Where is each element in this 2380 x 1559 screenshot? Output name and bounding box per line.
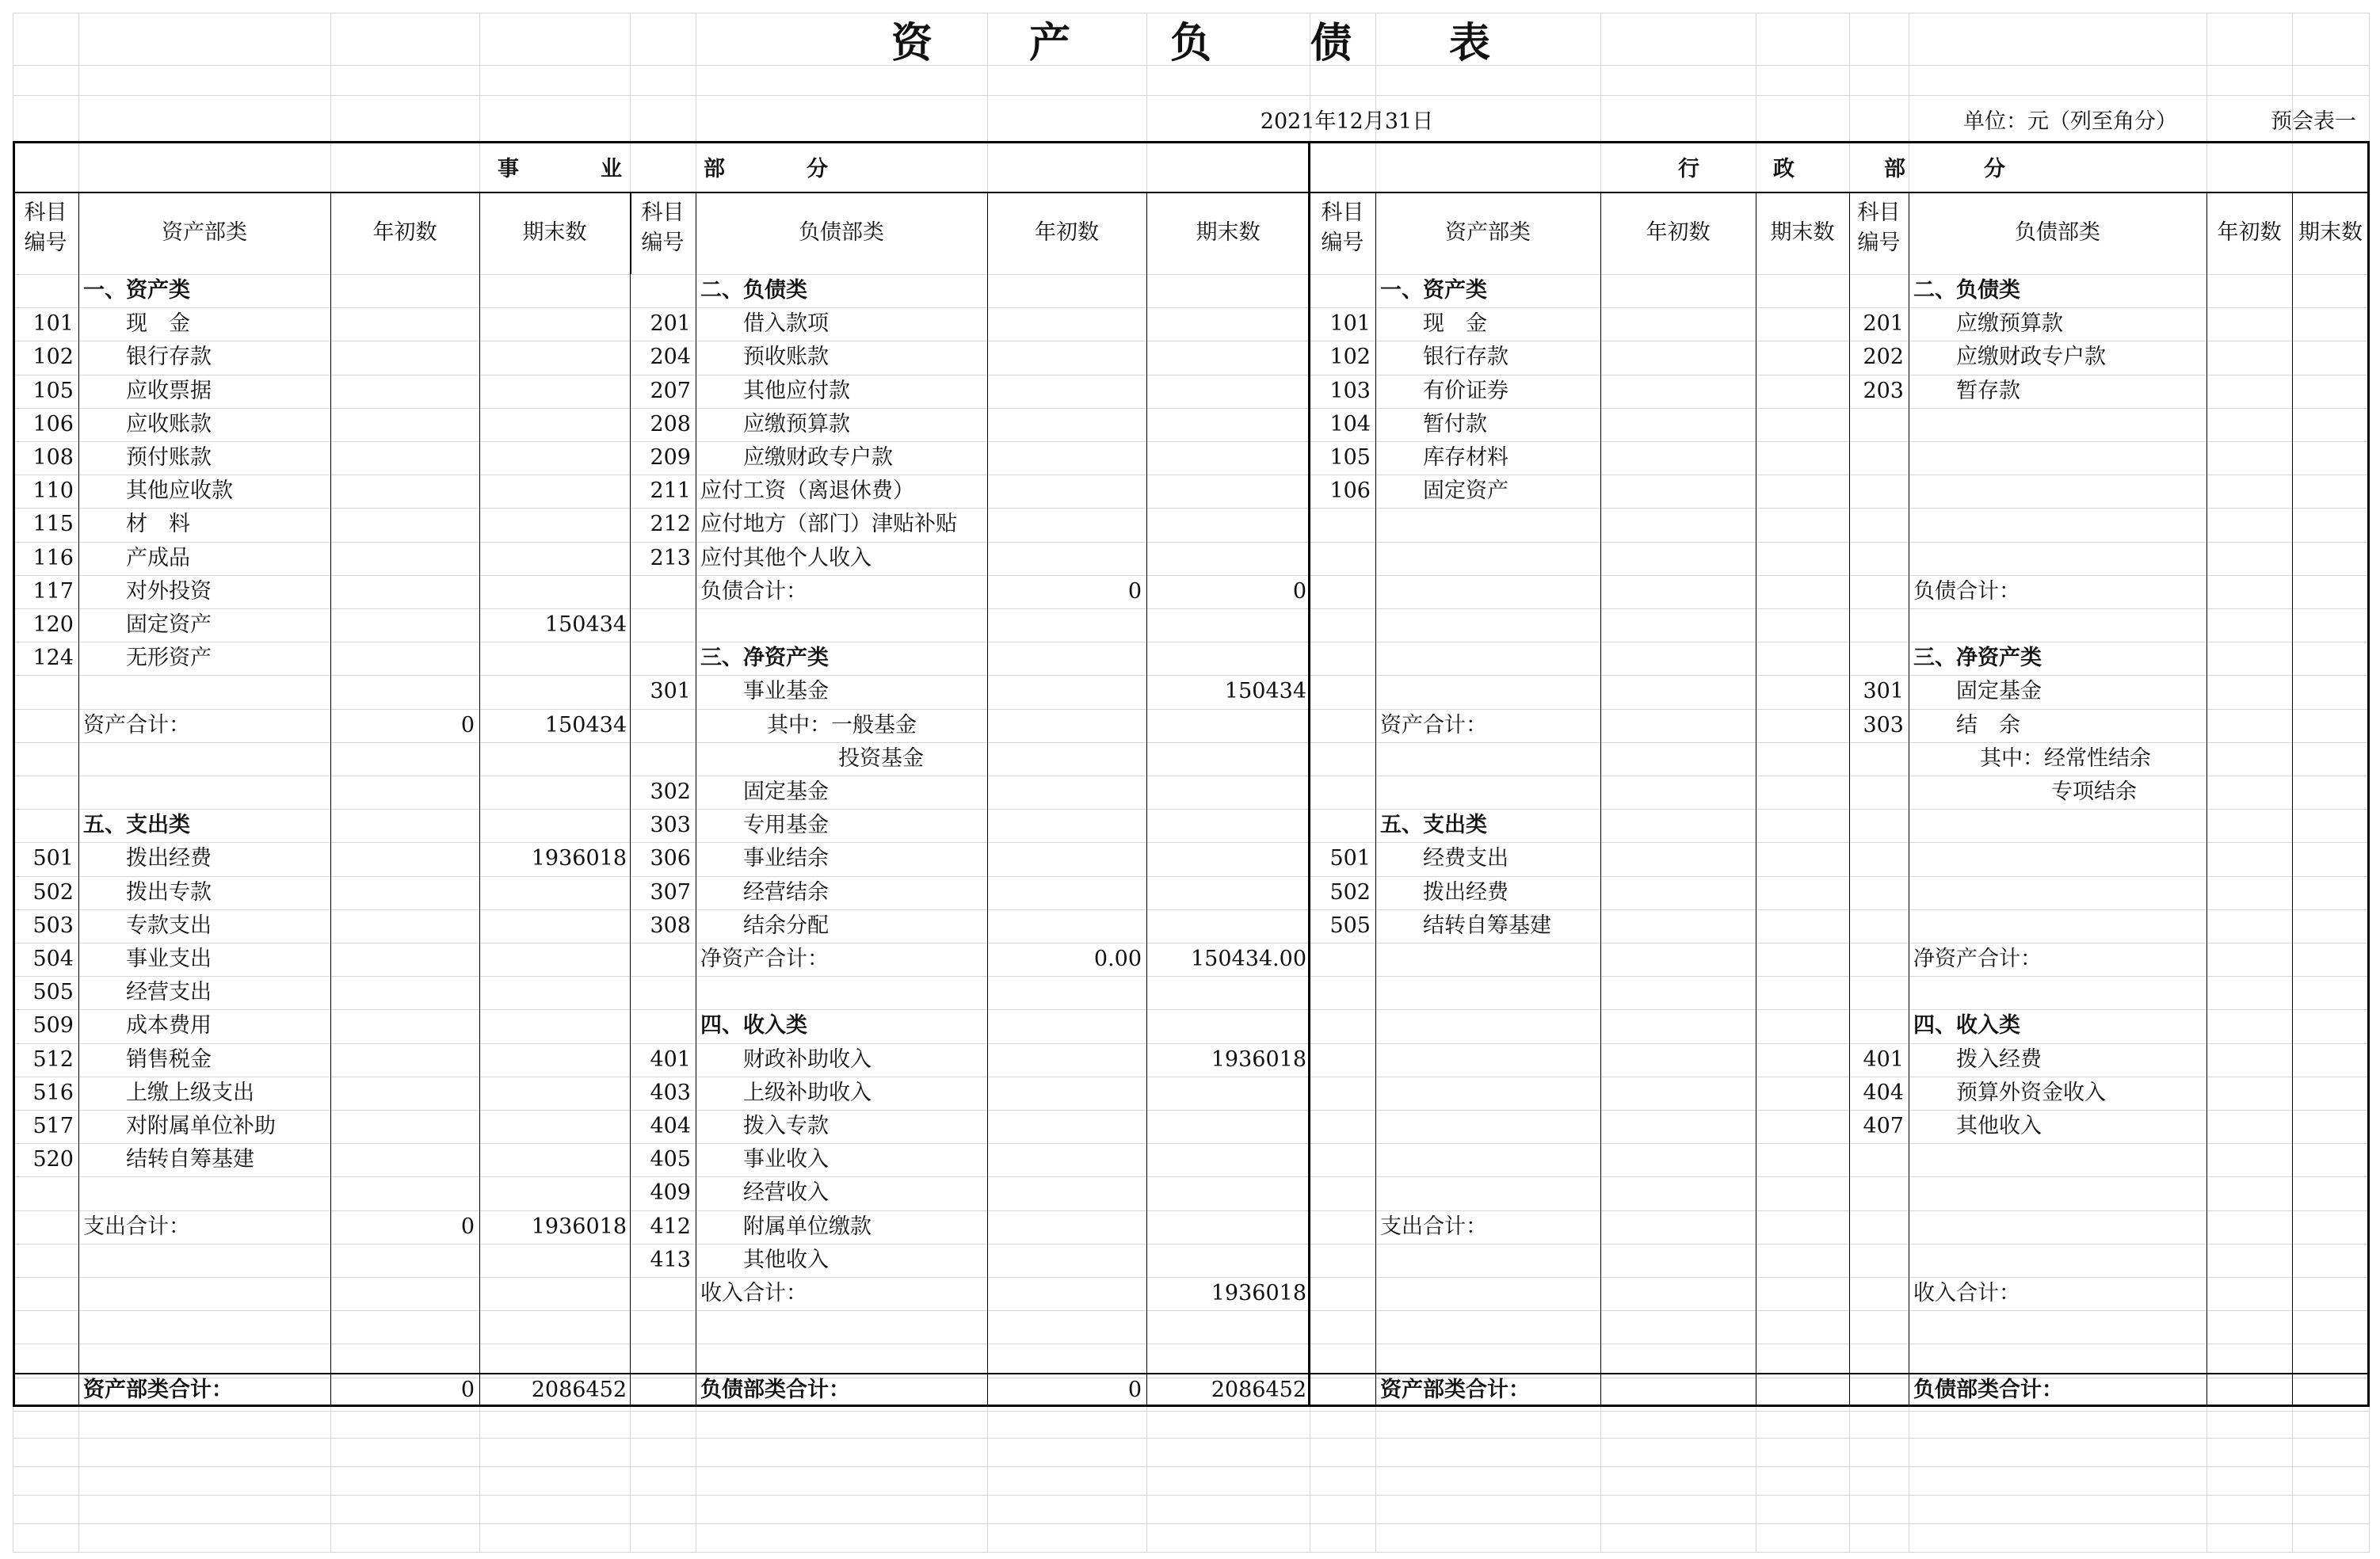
table-col-line (2206, 192, 2207, 1405)
code-header-line: 编号 (641, 231, 685, 255)
title-char: 产 (1029, 20, 1071, 67)
account-name: 拨入专款 (743, 1114, 829, 1138)
grid-row-line (13, 95, 2369, 96)
account-code: 504 (32, 947, 74, 971)
code-header-line: 科目 (641, 200, 685, 225)
begin-balance: 0.00 (1093, 947, 1142, 971)
grid-row-line (13, 1009, 2369, 1010)
end-balance-header: 期末数 (2298, 220, 2363, 245)
section-header-underline (13, 192, 2369, 193)
code-header-line: 科目 (24, 200, 67, 225)
account-name: 销售税金 (126, 1046, 212, 1072)
account-name: 事业支出 (126, 947, 212, 971)
table-col-line (2369, 192, 2370, 1405)
grid-row-line (13, 1552, 2369, 1553)
unit-label: 单位：元（列至角分） (1963, 109, 2177, 134)
asset-class-header: 资产部类 (1445, 220, 1531, 245)
account-code: 115 (32, 512, 74, 537)
total-row-line (13, 1373, 2369, 1374)
table-col-line (1600, 192, 1601, 1405)
code-column-header (1849, 198, 1909, 258)
account-name: 财政补助收入 (743, 1046, 872, 1072)
liab-class-header: 负债部类 (799, 220, 884, 245)
account-name: 支出合计： (1380, 1214, 1487, 1239)
account-name: 其中：经常性结余 (1980, 745, 2151, 771)
account-name: 事业结余 (743, 846, 829, 871)
account-name: 资产合计： (1380, 712, 1487, 738)
grid-row-line (13, 976, 2369, 977)
grid-row-line (13, 1438, 2369, 1439)
account-name: 结 余 (1956, 712, 2020, 738)
account-name: 二、负债类 (700, 278, 807, 303)
code-column-header (630, 198, 696, 258)
end-balance: 2086452 (1211, 1378, 1306, 1402)
account-code: 501 (32, 846, 74, 871)
account-code: 203 (1863, 378, 1904, 403)
account-name: 拨出经费 (126, 846, 212, 871)
grid-row-line (13, 709, 2369, 710)
end-balance: 1936018 (531, 1214, 627, 1239)
grid-row-line (13, 1043, 2369, 1044)
account-code: 202 (1863, 345, 1904, 370)
grid-row-line (13, 274, 2369, 275)
account-name: 负债合计： (700, 578, 807, 604)
account-code: 502 (1329, 879, 1371, 905)
account-name: 无形资产 (126, 646, 212, 671)
grid-row-line (13, 1143, 2369, 1144)
account-name: 预算外资金收入 (1956, 1080, 2106, 1105)
account-code: 403 (650, 1080, 691, 1105)
account-name: 对外投资 (126, 578, 212, 604)
begin-balance-header: 年初数 (372, 220, 437, 245)
grid-row-line (13, 542, 2369, 543)
begin-balance: 0 (1127, 1378, 1142, 1402)
account-code: 505 (1329, 913, 1371, 938)
account-name: 预付账款 (126, 445, 212, 470)
account-name: 其他应付款 (743, 378, 850, 403)
account-name: 净资产合计： (1913, 947, 2042, 971)
grid-row-line (13, 1310, 2369, 1311)
account-name: 二、负债类 (1913, 278, 2020, 303)
code-header-line: 科目 (1321, 200, 1364, 225)
account-name: 结转自筹基建 (126, 1147, 254, 1172)
table-border-bottom (13, 1405, 2370, 1407)
account-code: 110 (32, 478, 74, 504)
account-code: 405 (650, 1147, 691, 1172)
account-code: 201 (1863, 311, 1904, 337)
account-name: 事业收入 (743, 1147, 829, 1172)
account-name: 净资产合计： (700, 947, 829, 971)
account-name: 五、支出类 (83, 813, 190, 838)
end-balance: 150434 (1224, 679, 1306, 704)
account-name: 其中：一般基金 (767, 712, 917, 738)
account-code: 104 (1329, 411, 1371, 436)
begin-balance: 0 (460, 1214, 475, 1239)
account-code: 301 (650, 679, 691, 704)
account-code: 517 (32, 1114, 74, 1138)
account-code: 303 (650, 813, 691, 838)
title-char: 表 (1449, 20, 1491, 67)
section-admin-char: 行 (1678, 157, 1699, 181)
account-name: 资产合计： (83, 712, 190, 738)
account-code: 505 (32, 980, 74, 1005)
account-code: 103 (1329, 378, 1371, 403)
section-business-char: 分 (807, 157, 828, 181)
code-header-line: 编号 (24, 231, 67, 255)
account-code: 124 (32, 646, 74, 671)
grid-row-line (13, 876, 2369, 877)
account-code: 412 (650, 1214, 691, 1239)
account-name: 预收账款 (743, 345, 829, 370)
account-code: 211 (650, 478, 691, 504)
account-name: 三、净资产类 (700, 646, 829, 671)
account-name: 结转自筹基建 (1423, 913, 1551, 938)
begin-balance-header: 年初数 (1035, 220, 1099, 245)
grid-row-line (13, 842, 2369, 843)
begin-balance: 0 (460, 1378, 475, 1402)
account-code: 512 (32, 1046, 74, 1072)
account-name: 成本费用 (126, 1013, 212, 1039)
account-name: 一、资产类 (83, 278, 190, 303)
account-code: 209 (650, 445, 691, 470)
account-name: 固定资产 (126, 612, 212, 637)
title-char: 债 (1310, 20, 1352, 67)
account-name: 其他应收款 (126, 478, 233, 504)
account-code: 108 (32, 445, 74, 470)
table-col-line (2292, 192, 2293, 1405)
account-name: 专款支出 (126, 913, 212, 938)
grid-row-line (13, 1523, 2369, 1524)
grid-row-line (13, 1110, 2369, 1111)
section-admin-char: 分 (1984, 157, 2005, 181)
end-balance: 0 (1292, 578, 1306, 604)
grid-row-line (13, 1176, 2369, 1177)
account-code: 516 (32, 1080, 74, 1105)
account-code: 120 (32, 612, 74, 637)
account-code: 213 (650, 545, 691, 570)
account-name: 库存材料 (1423, 445, 1508, 470)
code-header-line: 科目 (1857, 200, 1901, 225)
account-code: 308 (650, 913, 691, 938)
account-name: 固定资产 (1423, 478, 1508, 504)
account-code: 307 (650, 879, 691, 905)
account-name: 材 料 (126, 512, 190, 537)
account-name: 其他收入 (743, 1247, 829, 1272)
account-name: 收入合计： (700, 1281, 807, 1306)
begin-balance-header: 年初数 (1646, 220, 1711, 245)
account-name: 五、支出类 (1380, 813, 1487, 838)
account-name: 应付工资（离退休费） (700, 478, 914, 504)
account-name: 有价证券 (1423, 378, 1508, 403)
grid-row-line (13, 1244, 2369, 1245)
account-code: 503 (32, 913, 74, 938)
end-balance: 150434 (544, 612, 627, 637)
account-code: 303 (1863, 712, 1904, 738)
grid-row-line (13, 575, 2369, 576)
account-name: 银行存款 (126, 345, 212, 370)
account-name: 经营结余 (743, 879, 829, 905)
account-name: 资产部类合计： (83, 1378, 233, 1402)
title-char: 负 (1170, 20, 1212, 67)
grid-row-line (13, 1495, 2369, 1496)
account-name: 附属单位缴款 (743, 1214, 872, 1239)
account-name: 应缴财政专户款 (1956, 345, 2106, 370)
form-number: 预会表一 (2271, 109, 2356, 134)
end-balance: 150434 (544, 712, 627, 738)
account-name: 应收票据 (126, 378, 212, 403)
section-business-char: 事 (498, 157, 519, 181)
account-name: 应缴财政专户款 (743, 445, 893, 470)
account-code: 101 (1329, 311, 1371, 337)
grid-row-line (13, 408, 2369, 409)
section-business-char: 业 (601, 157, 622, 181)
account-name: 对附属单位补助 (126, 1114, 276, 1138)
account-code: 413 (650, 1247, 691, 1272)
account-name: 专项结余 (2051, 780, 2137, 804)
account-code: 116 (32, 545, 74, 570)
account-name: 负债合计： (1913, 578, 2020, 604)
end-balance-header: 期末数 (1770, 220, 1835, 245)
account-code: 302 (650, 780, 691, 804)
account-code: 306 (650, 846, 691, 871)
end-balance-header: 期末数 (522, 220, 587, 245)
code-header-line: 编号 (1857, 231, 1901, 255)
end-balance: 1936018 (1211, 1281, 1306, 1306)
account-code: 404 (1863, 1080, 1904, 1105)
section-admin-char: 部 (1884, 157, 1905, 181)
account-code: 520 (32, 1147, 74, 1172)
table-col-line (1146, 192, 1147, 1405)
account-code: 201 (650, 311, 691, 337)
account-name: 暂存款 (1956, 378, 2020, 403)
account-name: 投资基金 (838, 745, 924, 771)
account-name: 应缴预算款 (1956, 311, 2063, 337)
account-name: 产成品 (126, 545, 190, 570)
account-name: 支出合计： (83, 1214, 190, 1239)
account-code: 106 (1329, 478, 1371, 504)
end-balance: 1936018 (531, 846, 627, 871)
account-code: 401 (650, 1046, 691, 1072)
grid-row-line (13, 307, 2369, 308)
account-code: 401 (1863, 1046, 1904, 1072)
account-code: 204 (650, 345, 691, 370)
account-code: 207 (650, 378, 691, 403)
code-header-line: 编号 (1321, 231, 1364, 255)
grid-row-line (13, 909, 2369, 910)
account-code: 105 (1329, 445, 1371, 470)
section-business-char: 部 (704, 157, 725, 181)
grid-row-line (13, 1411, 2369, 1412)
grid-row-line (13, 1210, 2369, 1211)
account-code: 102 (1329, 345, 1371, 370)
account-name: 拨出专款 (126, 879, 212, 905)
end-balance-header: 期末数 (1196, 220, 1261, 245)
report-date: 2021年12月31日 (1260, 109, 1434, 134)
account-code: 101 (32, 311, 74, 337)
account-code: 212 (650, 512, 691, 537)
account-name: 拨出经费 (1423, 879, 1508, 905)
account-name: 借入款项 (743, 311, 829, 337)
account-code: 301 (1863, 679, 1904, 704)
title-char: 资 (891, 20, 933, 67)
account-name: 资产部类合计： (1380, 1378, 1530, 1402)
account-name: 一、资产类 (1380, 278, 1487, 303)
account-code: 404 (650, 1114, 691, 1138)
account-name: 应缴预算款 (743, 411, 850, 436)
account-name: 经营支出 (126, 980, 212, 1005)
account-code: 208 (650, 411, 691, 436)
account-name: 结余分配 (743, 913, 829, 938)
account-name: 三、净资产类 (1913, 646, 2042, 671)
account-code: 407 (1863, 1114, 1904, 1138)
end-balance: 2086452 (531, 1378, 627, 1402)
account-name: 负债部类合计： (1913, 1378, 2063, 1402)
table-col-line (78, 192, 79, 1405)
account-name: 银行存款 (1423, 345, 1508, 370)
table-col-line (1375, 192, 1376, 1405)
section-admin-char: 政 (1773, 157, 1795, 181)
account-name: 经营收入 (743, 1180, 829, 1206)
account-code: 509 (32, 1013, 74, 1039)
account-name: 上级补助收入 (743, 1080, 872, 1105)
account-name: 负债部类合计： (700, 1378, 850, 1402)
table-col-line (1849, 192, 1850, 1405)
account-code: 105 (32, 378, 74, 403)
account-name: 现 金 (1423, 311, 1487, 337)
grid-row-line (13, 1277, 2369, 1278)
code-column-header (13, 198, 78, 258)
account-code: 502 (32, 879, 74, 905)
account-name: 暂付款 (1423, 411, 1487, 436)
table-col-line (987, 192, 988, 1405)
account-name: 四、收入类 (700, 1013, 807, 1039)
account-name: 上缴上级支出 (126, 1080, 254, 1105)
account-name: 应收账款 (126, 411, 212, 436)
grid-row-line (13, 441, 2369, 442)
account-name: 经费支出 (1423, 846, 1508, 871)
account-name: 收入合计： (1913, 1281, 2020, 1306)
grid-row-line (13, 675, 2369, 676)
account-name: 事业基金 (743, 679, 829, 704)
asset-class-header: 资产部类 (162, 220, 247, 245)
grid-row-line (13, 809, 2369, 810)
account-name: 拨入经费 (1956, 1046, 2042, 1072)
table-border-top (13, 141, 2370, 143)
grid-row-line (13, 742, 2369, 743)
account-name: 固定基金 (1956, 679, 2042, 704)
liab-class-header: 负债部类 (2015, 220, 2100, 245)
account-code: 501 (1329, 846, 1371, 871)
account-code: 102 (32, 345, 74, 370)
account-name: 现 金 (126, 311, 190, 337)
account-code: 117 (32, 578, 74, 604)
begin-balance: 0 (1127, 578, 1142, 604)
account-name: 四、收入类 (1913, 1013, 2020, 1039)
account-name: 应付地方（部门）津贴补贴 (700, 512, 957, 537)
account-name: 固定基金 (743, 780, 829, 804)
begin-balance-header: 年初数 (2217, 220, 2282, 245)
end-balance: 150434.00 (1190, 947, 1306, 971)
code-column-header (1310, 198, 1375, 258)
account-name: 应付其他个人收入 (700, 545, 872, 570)
begin-balance: 0 (460, 712, 475, 738)
grid-row-line (13, 608, 2369, 609)
account-name: 其他收入 (1956, 1114, 2042, 1138)
account-code: 409 (650, 1180, 691, 1206)
grid-row-line (13, 1466, 2369, 1467)
grid-row-line (13, 508, 2369, 509)
end-balance: 1936018 (1211, 1046, 1306, 1072)
account-name: 专用基金 (743, 813, 829, 838)
account-code: 106 (32, 411, 74, 436)
